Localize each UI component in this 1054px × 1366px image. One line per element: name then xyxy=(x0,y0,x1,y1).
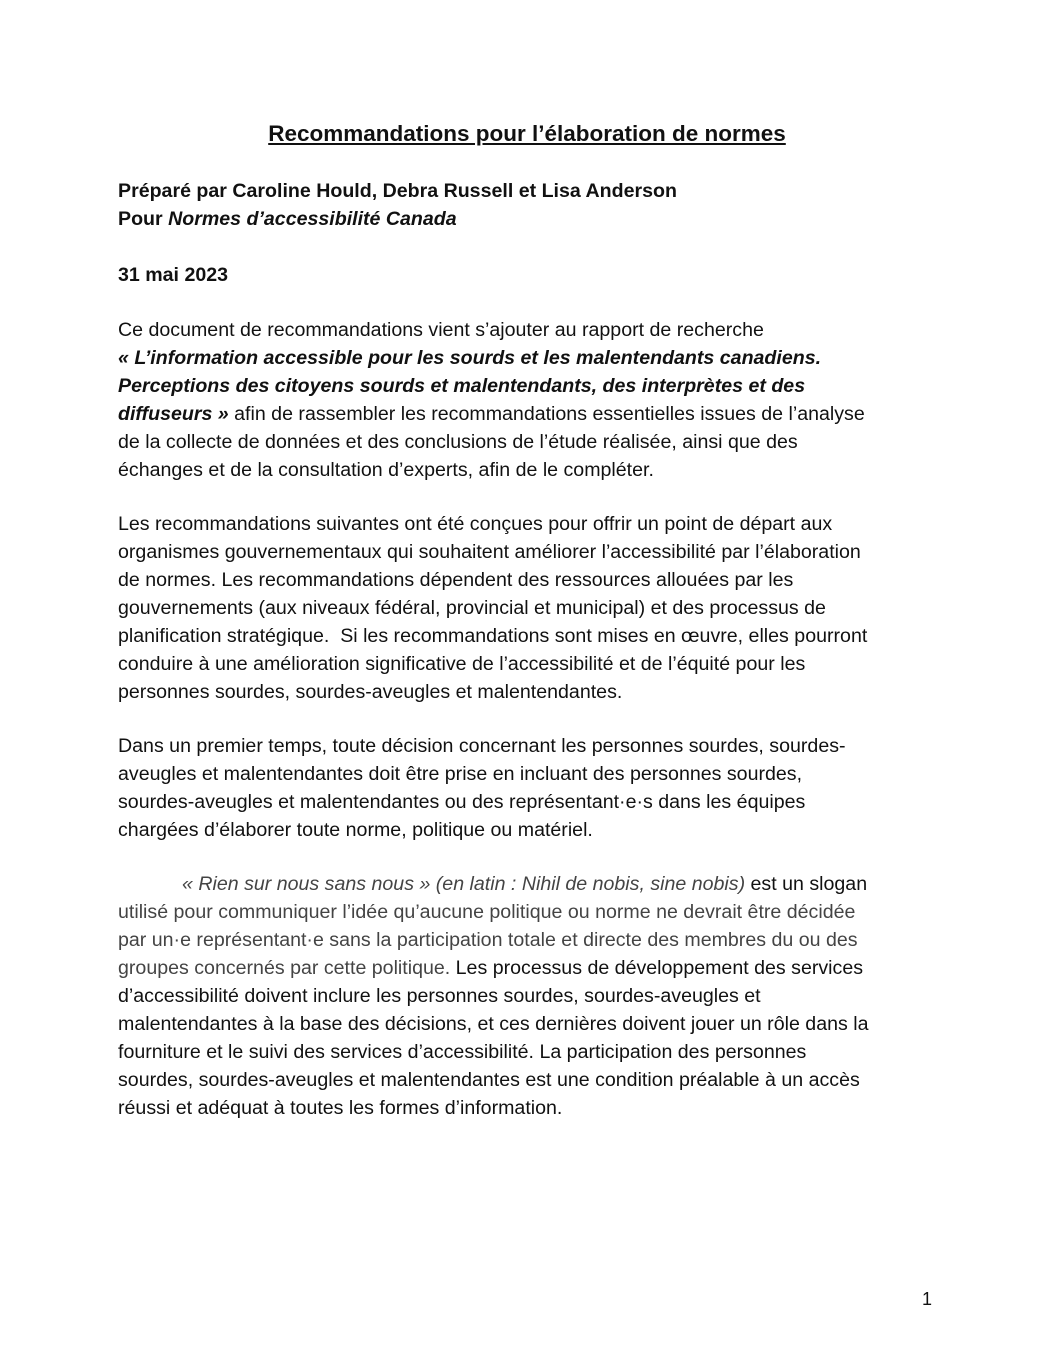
paragraph-1-line: Perceptions des citoyens sourds et malentendants, des interprètes et des xyxy=(118,375,806,397)
paragraph-4-line: utilisé pour communiquer l’idée qu’aucune politique ou norme ne devrait être décidée xyxy=(118,901,856,923)
paragraph-3 xyxy=(118,732,928,844)
paragraph-2-line: gouvernements (aux niveaux fédéral, provincial et municipal) et des processus de xyxy=(118,597,826,619)
paragraph-2-line: organismes gouvernementaux qui souhaitent améliorer l’accessibilité par l’élaboration xyxy=(118,541,861,563)
paragraph-1-line: de la collecte de données et des conclusions de l’étude réalisée, ainsi que des xyxy=(118,431,798,453)
for-organization: Normes d’accessibilité Canada xyxy=(168,208,457,230)
slogan-quote: « Rien sur nous sans nous » (en latin : Nihil de nobis, sine nobis) xyxy=(182,873,746,895)
paragraph-2 xyxy=(118,510,928,706)
paragraph-4-line: malentendantes à la base des décisions, et ces dernières doivent jouer un rôle dans la xyxy=(118,1013,869,1035)
document-title: Recommandations pour l’élaboration de normes xyxy=(268,121,786,146)
paragraph-2-line: de normes. Les recommandations dépendent des ressources allouées par les xyxy=(118,569,794,591)
authors-block xyxy=(118,177,928,233)
paragraph-4-line xyxy=(118,954,928,982)
paragraph-1-line: « L’information accessible pour les sourds et les malentendants canadiens. xyxy=(118,347,822,369)
paragraph-4-line: fourniture et le suivi des services d’accessibilité. La participation des personnes xyxy=(118,1041,807,1063)
paragraph-3-line: Dans un premier temps, toute décision concernant les personnes sourdes, sourdes- xyxy=(118,735,846,757)
document-date: 31 mai 2023 xyxy=(118,264,229,286)
paragraph-4-text: Les processus de développement des services xyxy=(450,957,864,979)
report-title-end: diffuseurs » xyxy=(118,403,229,425)
paragraph-4-line: par un·e représentant·e sans la participation totale et directe des membres du ou des xyxy=(118,929,858,951)
paragraph-4-text: est un slogan xyxy=(745,873,868,895)
paragraph-4-line: sourdes, sourdes-aveugles et malentendantes est une condition préalable à un accès xyxy=(118,1069,860,1091)
paragraph-4-line: d’accessibilité doivent inclure les personnes sourdes, sourdes-aveugles et xyxy=(118,985,761,1007)
paragraph-1-line: Ce document de recommandations vient s’ajouter au rapport de recherche xyxy=(118,319,764,341)
paragraph-3-line: aveugles et malentendantes doit être prise en incluant des personnes sourdes, xyxy=(118,763,803,785)
authors-line: Préparé par Caroline Hould, Debra Russell et Lisa Anderson xyxy=(118,180,677,202)
paragraph-2-line: planification stratégique. Si les recommandations sont mises en œuvre, elles pourront xyxy=(118,625,868,647)
paragraph-1-text: afin de rassembler les recommandations essentielles issues de l’analyse xyxy=(228,403,865,425)
paragraph-2-line: conduire à une amélioration significative de l’accessibilité et de l’équité pour les xyxy=(118,653,806,675)
paragraph-4-line: réussi et adéquat à toutes les formes d’information. xyxy=(118,1097,563,1119)
paragraph-2-line: Les recommandations suivantes ont été conçues pour offrir un point de départ aux xyxy=(118,513,833,535)
paragraph-1 xyxy=(118,316,928,484)
paragraph-4 xyxy=(118,870,928,1122)
paragraph-1-line: échanges et de la consultation d’experts, afin de le compléter. xyxy=(118,459,654,481)
page-number: 1 xyxy=(921,1289,932,1309)
paragraph-1-line xyxy=(118,400,928,428)
paragraph-3-line: chargées d’élaborer toute norme, politique ou matériel. xyxy=(118,819,593,841)
for-line xyxy=(118,205,928,233)
paragraph-4-line xyxy=(118,870,928,898)
paragraph-4-text-gray: groupes concernés par cette politique. xyxy=(118,957,451,979)
for-prefix: Pour xyxy=(118,208,169,230)
paragraph-3-line: sourdes-aveugles et malentendantes ou des représentant·e·s dans les équipes xyxy=(118,791,806,813)
paragraph-2-line: personnes sourdes, sourdes-aveugles et malentendantes. xyxy=(118,681,623,703)
